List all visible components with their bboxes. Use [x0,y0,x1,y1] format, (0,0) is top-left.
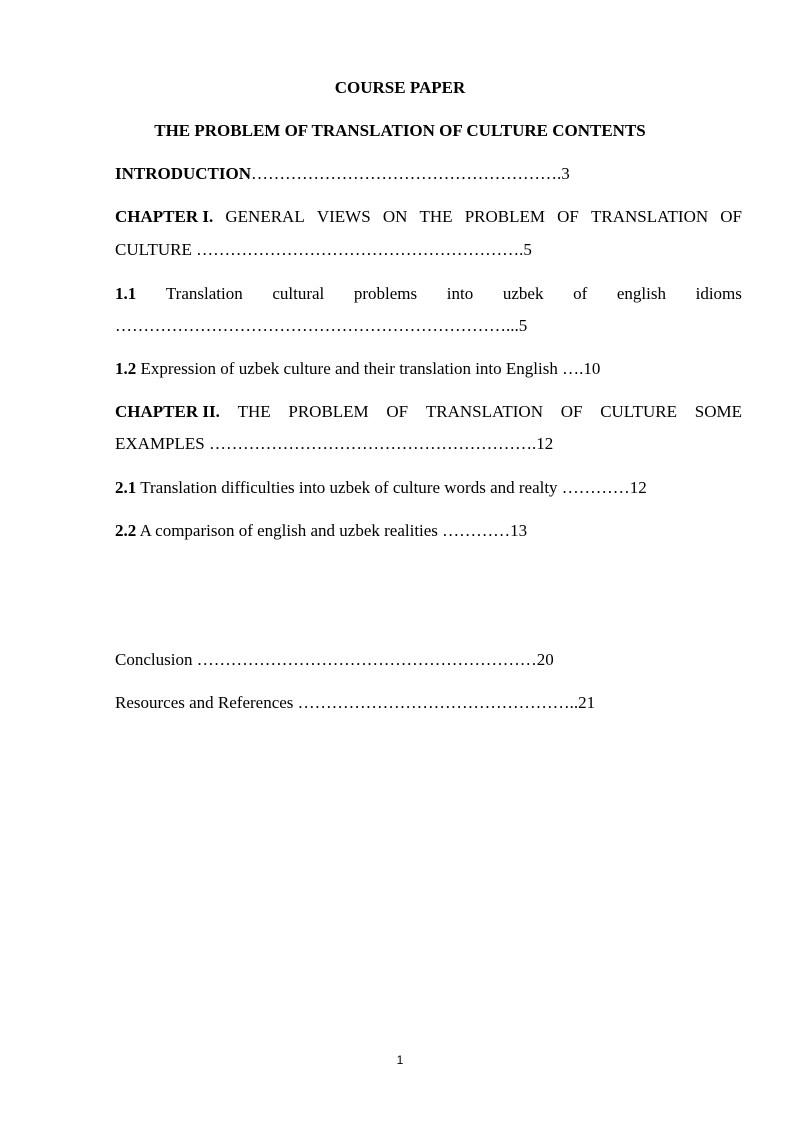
toc-entry-2-1 [115,478,647,498]
toc-2-1-number: 2.1 [115,478,137,497]
toc-entry-resources: Resources and References …………………………………………..21 [115,693,596,712]
toc-entry-introduction [115,164,570,184]
toc-entry-chapter-2-line-2: EXAMPLES ………………………………………………….12 [115,434,554,453]
toc-chapter-2-word: OF [386,402,409,421]
page-number: 1 [396,1053,404,1067]
toc-1-1-word: problems [353,284,418,303]
toc-chapter-2-word: OF [560,402,583,421]
toc-chapter-2-word: CULTURE [600,402,678,421]
toc-1-1-word: uzbek [502,284,544,303]
toc-1-1-word: of [573,284,588,303]
toc-chapter-2-word: TRANSLATION [425,402,543,421]
toc-chapter-2-label: CHAPTER II. [115,402,220,421]
toc-2-2-number: 2.2 [115,521,137,540]
toc-chapter-1-word: ON [382,207,408,226]
toc-chapter-1-label: CHAPTER I. [115,207,214,226]
toc-entry-1-2 [115,359,600,379]
toc-chapter-1-word: GENERAL [225,207,305,226]
toc-1-1-word: Translation [165,284,243,303]
toc-entry-1-1-line-1 [115,284,742,304]
toc-1-1-word: cultural [272,284,325,303]
toc-1-1-number: 1.1 [115,284,137,303]
toc-1-1-word: idioms [695,284,742,303]
toc-entry-chapter-1-line-1 [115,207,742,227]
toc-introduction-label: INTRODUCTION [115,164,252,183]
toc-chapter-1-word: VIEWS [316,207,371,226]
toc-chapter-1-word: PROBLEM [464,207,545,226]
toc-chapter-1-word: OF [720,207,742,226]
toc-2-2-text: A comparison of english and uzbek realities …………13 [139,521,528,540]
toc-chapter-2-word: SOME [694,402,742,421]
toc-chapter-1-word: OF [557,207,579,226]
toc-introduction-leader: ……………………………………………….3 [251,164,570,183]
document-heading: COURSE PAPER [334,78,466,97]
toc-1-2-number: 1.2 [115,359,137,378]
toc-entry-conclusion: Conclusion ……………………………………………………20 [115,650,554,669]
toc-chapter-2-word: PROBLEM [288,402,369,421]
toc-chapter-1-word: THE [419,207,453,226]
document-title: THE PROBLEM OF TRANSLATION OF CULTURE CONTENTS [154,121,646,140]
toc-chapter-2-word: THE [237,402,271,421]
toc-1-1-word: into [446,284,474,303]
toc-2-1-text: Translation difficulties into uzbek of culture words and realty …………12 [140,478,647,497]
toc-1-1-word: english [616,284,666,303]
toc-entry-1-1-line-2: ……………………………………………………………...5 [115,316,528,335]
toc-entry-chapter-2-line-1 [115,402,742,422]
toc-entry-2-2 [115,521,527,541]
toc-1-2-text: Expression of uzbek culture and their translation into English ….10 [140,359,601,378]
toc-chapter-1-word: TRANSLATION [591,207,709,226]
toc-entry-chapter-1-line-2: CULTURE ………………………………………………….5 [115,240,532,259]
